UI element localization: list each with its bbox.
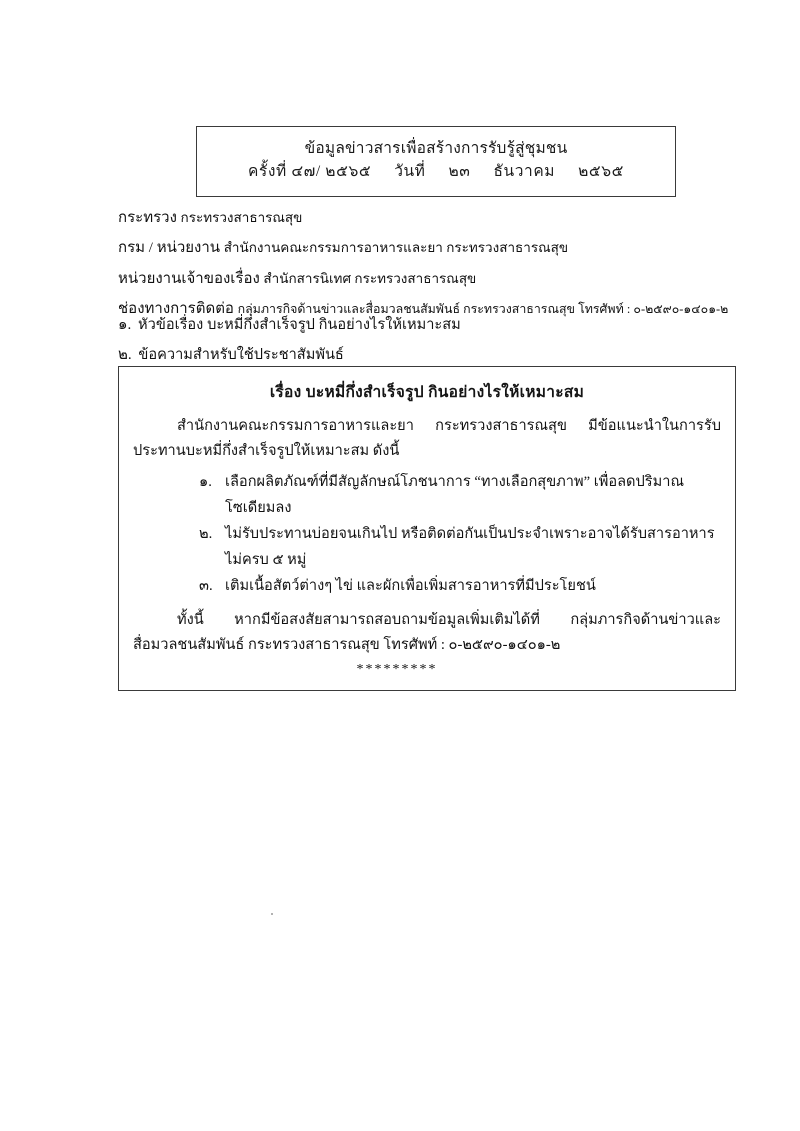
section-item-pr-text [118, 342, 738, 366]
content-heading: เรื่อง บะหมี่กึ่งสำเร็จรูป กินอย่างไรให้เหมาะสม [269, 384, 585, 401]
list-item [199, 522, 721, 574]
date-month: ธันวาคม [493, 163, 556, 181]
meta-value-contact: กลุ่มภารกิจด้านข่าวและสื่อมวลชนสัมพันธ์ กระทรวงสาธารณสุข โทรศัพท์ : ๐-๒๕๙๐-๑๔๐๑-๒ [237, 302, 729, 317]
bullet-text: เติมเนื้อสัตว์ต่างๆ ไข่ และผักเพื่อเพิ่มสารอาหารที่มีประโยชน์ [225, 578, 596, 595]
meta-value-department: สำนักงานคณะกรรมการอาหารและยา กระทรวงสาธารณสุข [223, 240, 569, 256]
date-year: ๒๕๖๕ [578, 163, 625, 181]
meta-label-contact: ช่องทางการติดต่อ [118, 301, 234, 318]
page-speck [271, 913, 273, 915]
section-label-topic: หัวข้อเรื่อง [138, 317, 204, 333]
date-day: ๒๓ [448, 163, 471, 181]
bullet-number: ๒. [199, 526, 213, 543]
bullet-text: ไม่รับประทานบ่อยจนเกินไป หรือติดต่อกันเป็นประจำเพราะอาจได้รับสารอาหารไม่ครบ ๕ หมู่ [225, 526, 715, 569]
document-title-box [196, 126, 676, 197]
content-star-separator: ********* [356, 662, 438, 678]
section-label-pr-text: ข้อความสำหรับใช้ประชาสัมพันธ์ [138, 347, 344, 363]
list-item [199, 574, 721, 600]
date-label: วันที่ [394, 163, 426, 181]
content-paragraph-intro: สำนักงานคณะกรรมการอาหารและยา กระทรวงสาธารณสุข มีข้อแนะนำในการรับประทานบะหมี่กึ่งสำเร็จรูปให้เหมาะสม ดังนี้ [133, 418, 721, 460]
meta-label-ministry: กระทรวง [118, 210, 177, 226]
bullet-number: ๑. [199, 474, 212, 491]
meta-value-owner-unit: สำนักสารนิเทศ กระทรวงสาธารณสุข [263, 270, 477, 286]
meta-row-ministry [118, 206, 718, 230]
content-bullet-list [133, 470, 721, 600]
document-metadata [118, 206, 729, 328]
issue-number: ครั้งที่ ๔๗/ ๒๕๖๕ [247, 163, 372, 181]
meta-row-department [118, 236, 718, 260]
meta-value-ministry: กระทรวงสาธารณสุข [180, 210, 303, 225]
document-title-line-1: ข้อมูลข่าวสารเพื่อสร้างการรับรู้สู่ชุมชน [304, 140, 568, 157]
meta-label-owner-unit: หน่วยงานเจ้าของเรื่อง [118, 270, 260, 287]
section-number-1: ๑. [118, 317, 132, 333]
content-box [118, 366, 736, 691]
content-paragraph-closing: ทั้งนี้ หากมีข้อสงสัยสามารถสอบถามข้อมูลเพิ่มเติมได้ที่ กลุ่มภารกิจด้านข่าวและสื่อมวลชนสัมพันธ์ กระทรวงสาธารณสุข โทรศัพท์ : ๐-๒๕๙๐-๑๔๐๑-๒ [133, 612, 721, 654]
document-title-line-2 [205, 160, 667, 183]
bullet-number: ๓. [199, 578, 213, 595]
list-item [199, 470, 721, 522]
meta-label-department: กรม / หน่วยงาน [118, 240, 221, 257]
section-number-2: ๒. [118, 347, 132, 363]
section-item-topic [118, 312, 738, 336]
section-text-topic: บะหมี่กึ่งสำเร็จรูป กินอย่างไรให้เหมาะสม [207, 317, 461, 333]
meta-row-owner-unit [118, 267, 718, 291]
bullet-text: เลือกผลิตภัณฑ์ที่มีสัญลักษณ์โภชนาการ “ทางเลือกสุขภาพ” เพื่อลดปริมาณโซเดียมลง [225, 474, 684, 517]
